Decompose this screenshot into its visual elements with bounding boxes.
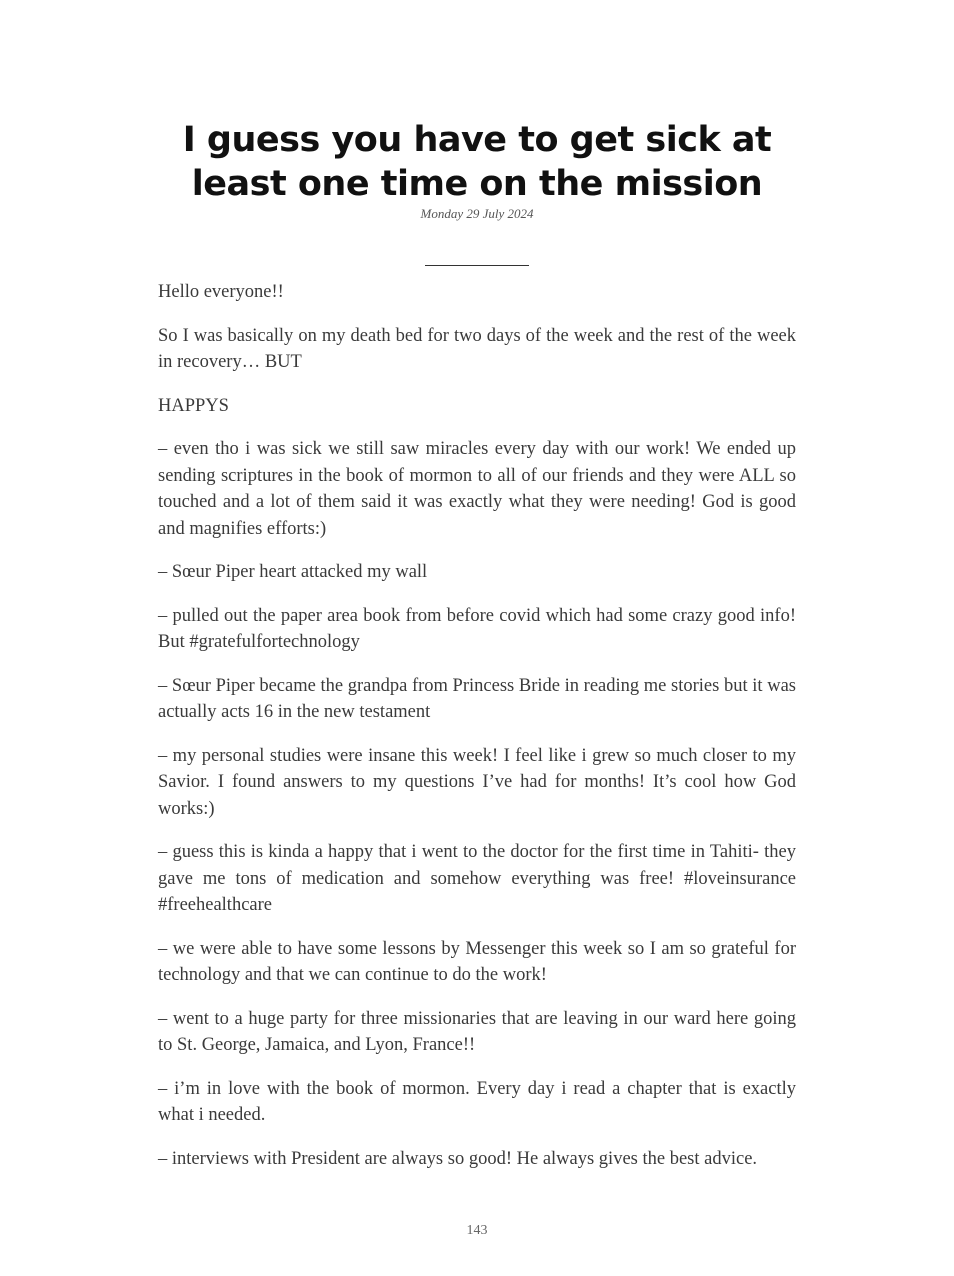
paragraph: – Sœur Piper became the grandpa from Princess Bride in reading me stories but it was actually acts 16 in the new testament: [158, 675, 796, 722]
page-title: I guess you have to get sick at least one time on the mission: [182, 120, 772, 204]
paragraph: – Sœur Piper heart attacked my wall: [158, 562, 428, 582]
post-date: Monday 29 July 2024: [420, 206, 534, 221]
paragraph: – went to a huge party for three missionaries that are leaving in our ward here going to St. George, Jamaica, and Lyon, France!!: [158, 1008, 796, 1055]
paragraph: So I was basically on my death bed for two days of the week and the rest of the week in recovery… BUT: [158, 325, 796, 372]
paragraph: – i’m in love with the book of mormon. Every day i read a chapter that is exactly what i needed.: [158, 1078, 796, 1125]
paragraph: – interviews with President are always so good! He always gives the best advice.: [158, 1148, 758, 1169]
paragraph: HAPPYS: [158, 395, 229, 416]
paragraph: Hello everyone!!: [158, 282, 284, 302]
paragraph: – guess this is kinda a happy that i went to the doctor for the first time in Tahiti- they gave me tons of medication and somehow everything was free! #loveinsurance #freehealthcare: [158, 842, 796, 915]
page-number: 143: [466, 1223, 488, 1238]
title-divider: [425, 265, 529, 266]
paragraph: – even tho i was sick we still saw miracles every day with our work! We ended up sending scriptures in the book of mormon to all of our friends and they were ALL so touched and a lot of them said it was exactly what they were needing! God is good and magnifies efforts:): [158, 439, 796, 539]
paragraph: – we were able to have some lessons by Messenger this week so I am so grateful for technology and that we can continue to do the work!: [158, 938, 796, 985]
document-page: [158, 118, 796, 1189]
paragraph: – pulled out the paper area book from before covid which had some crazy good info! But #gratefulfortechnology: [158, 605, 796, 652]
paragraph: – my personal studies were insane this week! I feel like i grew so much closer to my Savior. I found answers to my questions I’ve had for months! It’s cool how God works:): [158, 745, 796, 819]
article-body: [158, 279, 796, 1172]
